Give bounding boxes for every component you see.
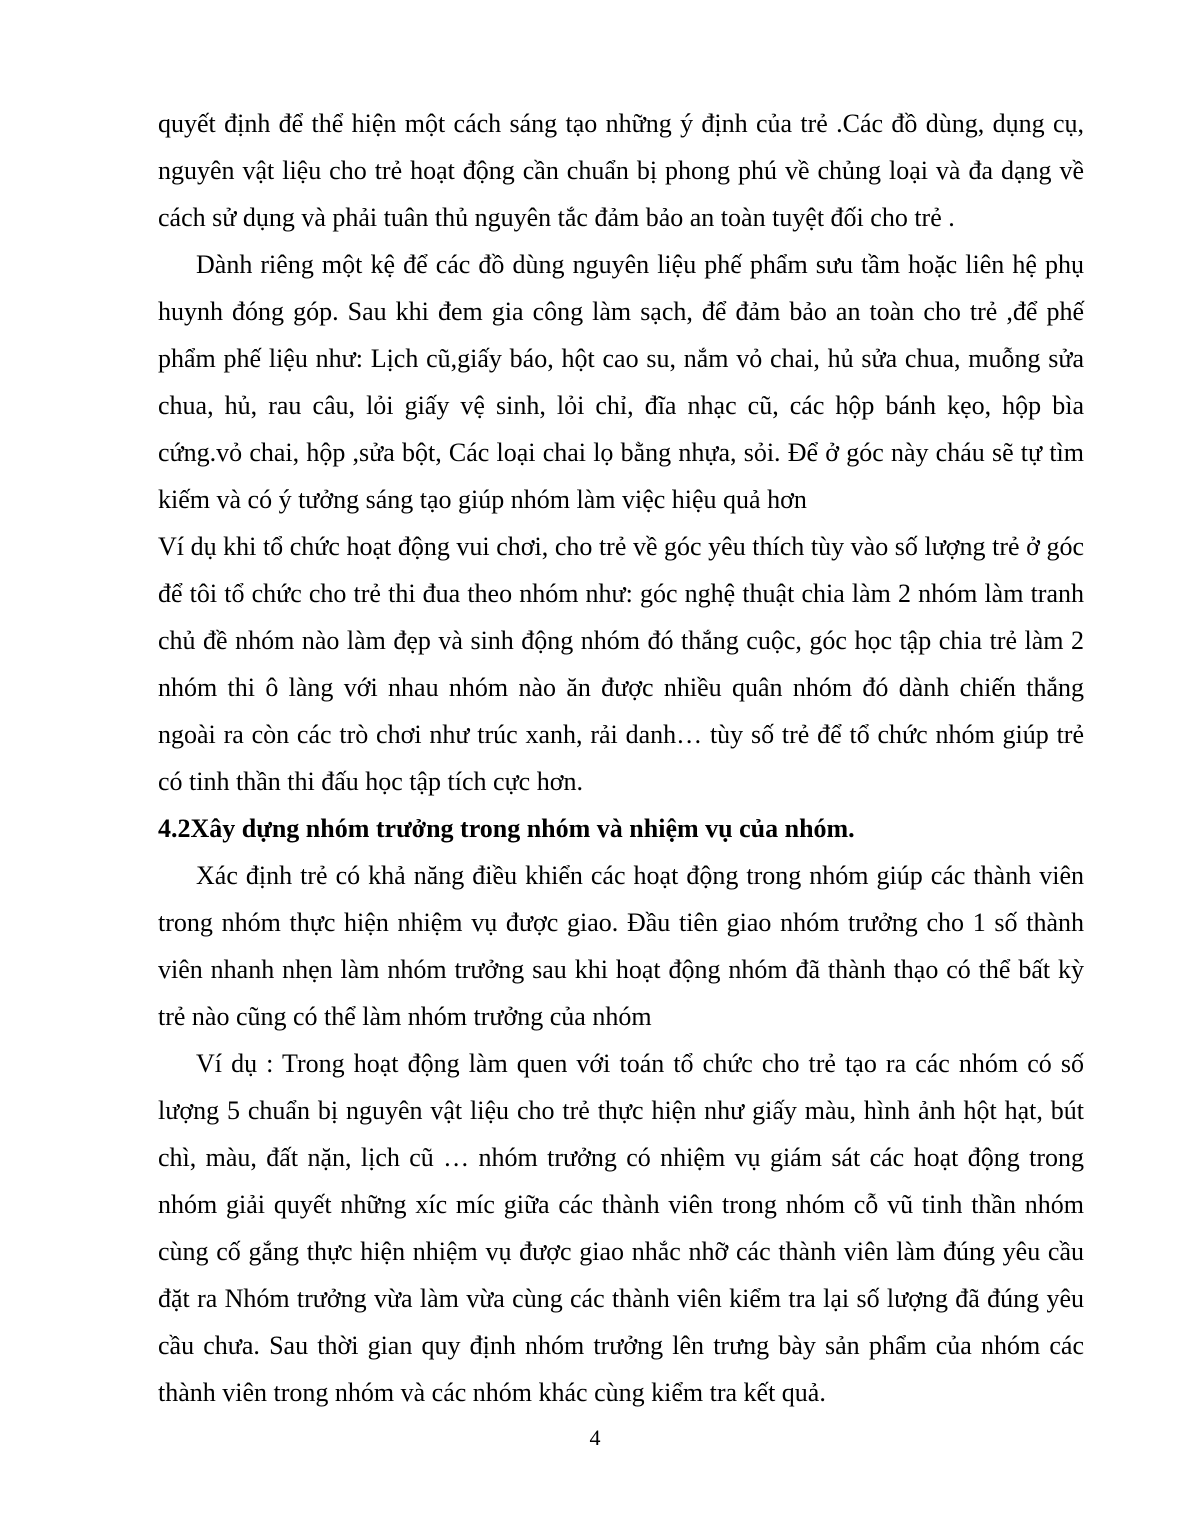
paragraph-math-example: Ví dụ : Trong hoạt động làm quen với toán tổ chức cho trẻ tạo ra các nhóm có số lượng 5 chuẩn bị nguyên vật liệu cho trẻ thực hiện như giấy màu, hình ảnh hột hạt, bút chì, màu, đất nặn, lịch cũ … nhóm trưởng có nhiệm vụ giám sát các hoạt động trong nhóm giải quyết những xíc míc giữa các thành viên trong nhóm cỗ vũ tinh thần nhóm cùng cố gắng thực hiện nhiệm vụ được giao nhắc nhỡ các thành viên làm đúng yêu cầu đặt ra Nhóm trưởng vừa làm vừa cùng các thành viên kiểm tra lại số lượng đã đúng yêu cầu chưa. Sau thời gian quy định nhóm trưởng lên trưng bày sản phẩm của nhóm các thành viên trong nhóm và các nhóm khác cùng kiểm tra kết quả. <box>158 1049 1084 1407</box>
paragraph-group-leader: Xác định trẻ có khả năng điều khiển các hoạt động trong nhóm giúp các thành viên trong nhóm thực hiện nhiệm vụ được giao. Đầu tiên giao nhóm trưởng cho 1 số thành viên nhanh nhẹn làm nhóm trưởng sau khi hoạt động nhóm đã thành thạo có thể bất kỳ trẻ nào cũng có thể làm nhóm trưởng của nhóm <box>158 861 1084 1031</box>
document-page <box>158 100 1084 1416</box>
paragraph-recycled-shelf: Dành riêng một kệ để các đồ dùng nguyên liệu phế phẩm sưu tầm hoặc liên hệ phụ huynh đóng góp. Sau khi đem gia công làm sạch, để đảm bảo an toàn cho trẻ ,để phế phẩm phế liệu như: Lịch cũ,giấy báo, hột cao su, nắm vỏ chai, hủ sửa chua, muỗng sửa chua, hủ, rau câu, lỏi giấy vệ sinh, lỏi chỉ, đĩa nhạc cũ, các hộp bánh kẹo, hộp bìa cứng.vỏ chai, hộp ,sửa bột, Các loại chai lọ bằng nhựa, sỏi. Để ở góc này cháu sẽ tự tìm kiếm và có ý tưởng sáng tạo giúp nhóm làm việc hiệu quả hơn <box>158 250 1084 514</box>
section-heading: 4.2Xây dựng nhóm trưởng trong nhóm và nhiệm vụ của nhóm. <box>158 814 855 843</box>
paragraph-play-example: Ví dụ khi tổ chức hoạt động vui chơi, cho trẻ về góc yêu thích tùy vào số lượng trẻ ở góc để tôi tổ chức cho trẻ thi đua theo nhóm như: góc nghệ thuật chia làm 2 nhóm làm tranh chủ đề nhóm nào làm đẹp và sinh động nhóm đó thắng cuộc, góc học tập chia trẻ làm 2 nhóm thi ô làng với nhau nhóm nào ăn được nhiều quân nhóm đó dành chiến thắng ngoài ra còn các trò chơi như trúc xanh, rải danh… tùy số trẻ để tổ chức nhóm giúp trẻ có tinh thần thi đấu học tập tích cực hơn. <box>158 532 1084 796</box>
paragraph-materials: quyết định để thể hiện một cách sáng tạo những ý định của trẻ .Các đồ dùng, dụng cụ, nguyên vật liệu cho trẻ hoạt động cần chuẩn bị phong phú về chủng loại và đa dạng về cách sử dụng và phải tuân thủ nguyên tắc đảm bảo an toàn tuyệt đối cho trẻ . <box>158 109 1084 232</box>
page-number: 4 <box>589 1425 601 1450</box>
